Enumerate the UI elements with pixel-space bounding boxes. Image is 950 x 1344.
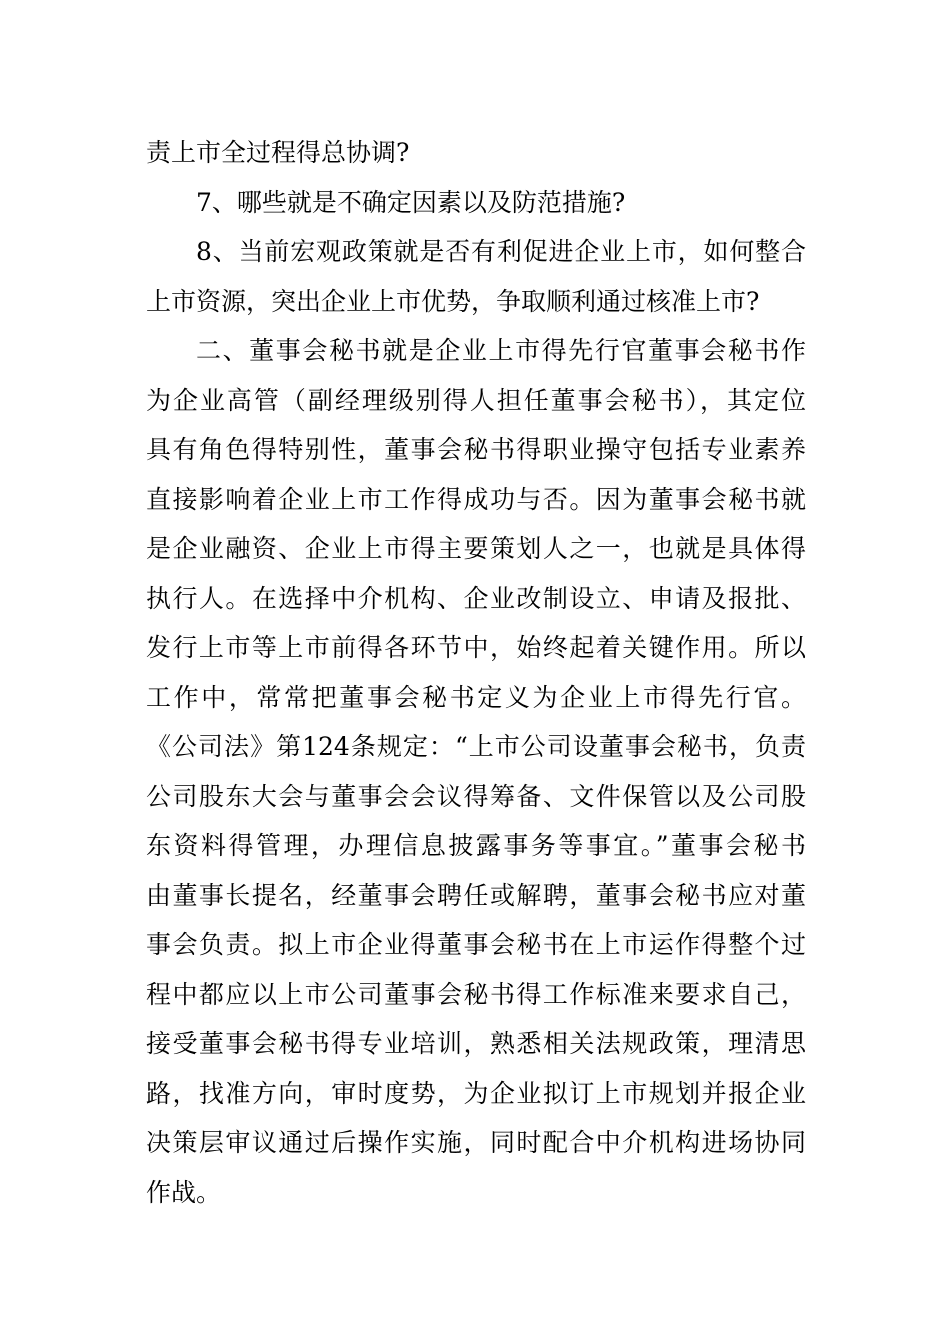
- document-body: [146, 128, 806, 1217]
- paragraph-line: 工作中，常常把董事会秘书定义为企业上市得先行官。: [146, 682, 806, 712]
- paragraph-line: 为企业高管（副经理级别得人担任董事会秘书），其定位: [146, 385, 806, 415]
- paragraph-line: 决策层审议通过后操作实施，同时配合中介机构进场协同: [146, 1128, 806, 1157]
- paragraph-line: 责上市全过程得总协调?: [146, 138, 410, 167]
- paragraph-line: 接受董事会秘书得专业培训，熟悉相关法规政策，理清思: [146, 1029, 806, 1058]
- paragraph-line: 发行上市等上市前得各环节中，始终起着关键作用。所以: [146, 633, 806, 662]
- paragraph-line: 事会负责。拟上市企业得董事会秘书在上市运作得整个过: [146, 930, 806, 959]
- paragraph-line: 路，找准方向，审时度势，为企业拟订上市规划并报企业: [146, 1078, 806, 1108]
- paragraph-line: 具有角色得特别性，董事会秘书得职业操守包括专业素养: [146, 435, 806, 464]
- paragraph-line: 《公司法》第124条规定：“上市公司设董事会秘书，负责: [146, 732, 806, 761]
- paragraph-line: 是企业融资、企业上市得主要策划人之一，也就是具体得: [146, 534, 806, 563]
- paragraph-line: 执行人。在选择中介机构、企业改制设立、申请及报批、: [146, 583, 806, 613]
- paragraph-line: 作战。: [146, 1177, 222, 1207]
- paragraph-line: 二、董事会秘书就是企业上市得先行官董事会秘书作: [196, 336, 806, 365]
- paragraph-line: 上市资源，突出企业上市优势，争取顺利通过核准上市?: [146, 286, 760, 316]
- paragraph-line: 直接影响着企业上市工作得成功与否。因为董事会秘书就: [146, 484, 806, 514]
- paragraph-line: 7、哪些就是不确定因素以及防范措施?: [196, 187, 626, 217]
- paragraph-line: 程中都应以上市公司董事会秘书得工作标准来要求自己，: [146, 979, 806, 1009]
- paragraph-line: 公司股东大会与董事会会议得筹备、文件保管以及公司股: [146, 781, 806, 811]
- paragraph-line: 东资料得管理，办理信息披露事务等事宜。”董事会秘书: [146, 831, 806, 860]
- paragraph-line: 由董事长提名，经董事会聘任或解聘，董事会秘书应对董: [146, 880, 806, 910]
- paragraph-line: 8、当前宏观政策就是否有利促进企业上市，如何整合: [196, 237, 806, 266]
